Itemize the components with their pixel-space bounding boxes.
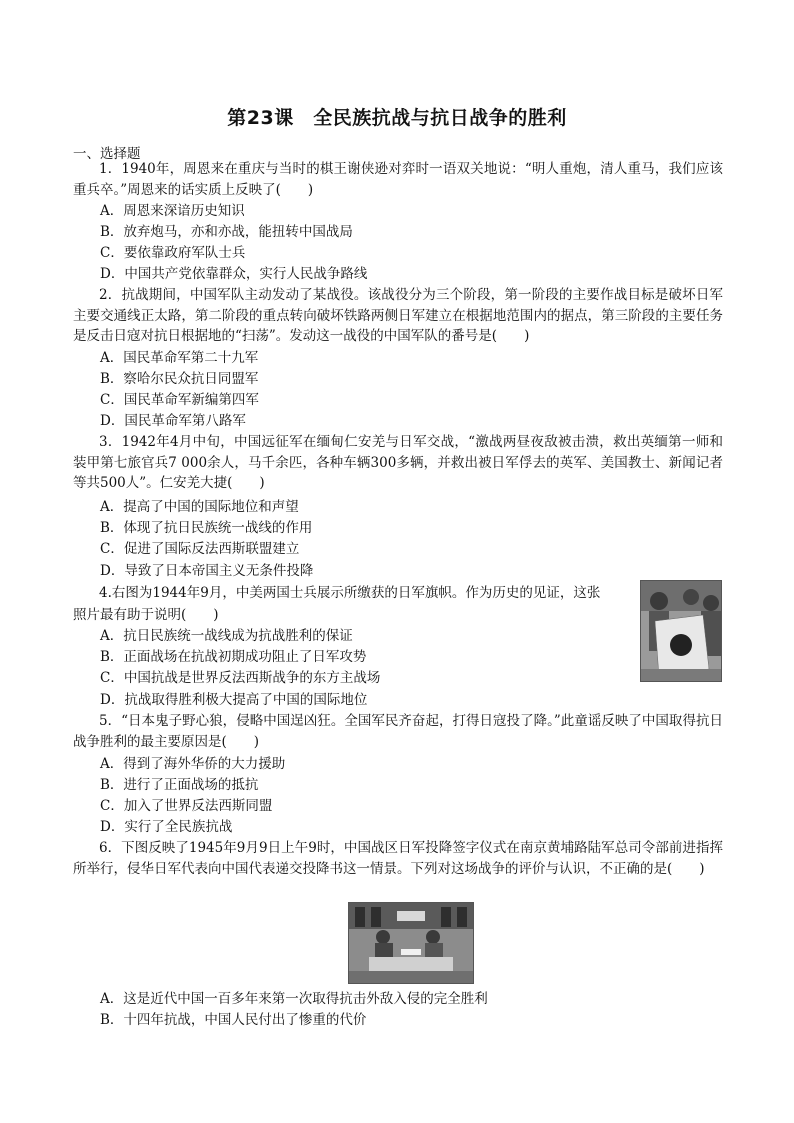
- question-3-option-b: B．体现了抗日民族统一战线的作用: [100, 520, 313, 536]
- question-3-stem: 3．1942年4月中旬，中国远征军在缅甸仁安羌与日军交战，“激战两昼夜敌被击溃，救出英缅第一师和装甲第七旅官兵7 000余人，马千余匹，各种车辆300多辆，并救出被日军俘去的英军、美国教士、新闻记者等共500人”。仁安羌大捷( ): [73, 434, 723, 492]
- question-4-stem-line1: 4.右图为1944年9月，中美两国士兵展示所缴获的日军旗帜。作为历史的见证，这张: [99, 585, 601, 601]
- question-4-stem-line2: 照片最有助于说明( ): [73, 607, 219, 623]
- question-1-option-a: A．周恩来深谙历史知识: [100, 203, 245, 219]
- question-5-option-a: A．得到了海外华侨的大力援助: [100, 756, 286, 772]
- question-2-stem: 2．抗战期间，中国军队主动发动了某战役。该战役分为三个阶段，第一阶段的主要作战目标是破坏日军主要交通线正太路，第二阶段的重点转向破坏铁路两侧日军建立在根据地范围内的据点，第三阶段的主要任务是反击日寇对抗日根据地的“扫荡”。发动这一战役的中国军队的番号是( ): [73, 287, 723, 345]
- soldiers-flag-photo: [640, 580, 722, 682]
- question-4-option-b: B．正面战场在抗战初期成功阻止了日军攻势: [100, 649, 367, 665]
- question-3-option-a: A．提高了中国的国际地位和声望: [100, 499, 299, 515]
- question-2-option-d: D．国民革命军第八路军: [100, 413, 246, 429]
- question-4-option-c: C．中国抗战是世界反法西斯战争的东方主战场: [100, 670, 381, 686]
- page-title: 第23课 全民族抗战与抗日战争的胜利: [227, 107, 567, 129]
- question-5-option-c: C．加入了世界反法西斯同盟: [100, 798, 273, 814]
- question-2-option-a: A．国民革命军第二十九军: [100, 350, 259, 366]
- question-1-option-b: B．放弃炮马，亦和亦战，能扭转中国战局: [100, 224, 353, 240]
- question-1-option-d: D．中国共产党依靠群众，实行人民战争路线: [100, 266, 368, 282]
- question-1-stem: 1．1940年，周恩来在重庆与当时的棋王谢侠逊对弈时一语双关地说：“明人重炮，清人重马，我们应该重兵卒。”周恩来的话实质上反映了( ): [73, 161, 723, 198]
- question-5-stem: 5．“日本鬼子野心狼，侵略中国逞凶狂。全国军民齐奋起，打得日寇投了降。”此童谣反映了中国取得抗日战争胜利的最主要原因是( ): [73, 713, 723, 750]
- question-3-option-c: C．促进了国际反法西斯联盟建立: [100, 541, 300, 557]
- question-5-option-d: D．实行了全民族抗战: [100, 819, 233, 835]
- question-6-option-b: B．十四年抗战，中国人民付出了惨重的代价: [100, 1012, 367, 1028]
- question-4-option-a: A．抗日民族统一战线成为抗战胜利的保证: [100, 628, 353, 644]
- question-2-option-b: B．察哈尔民众抗日同盟军: [100, 371, 259, 387]
- question-6-option-a: A．这是近代中国一百多年来第一次取得抗击外敌入侵的完全胜利: [100, 991, 488, 1007]
- section-heading: 一、选择题: [73, 146, 141, 162]
- question-1-option-c: C．要依靠政府军队士兵: [100, 245, 246, 261]
- question-6-stem: 6．下图反映了1945年9月9日上午9时，中国战区日军投降签字仪式在南京黄埔路陆军总司令部前进指挥所举行，侵华日军代表向中国代表递交投降书这一情景。下列对这场战争的评价与认识，不正确的是( ): [73, 840, 723, 877]
- question-4-option-d: D．抗战取得胜利极大提高了中国的国际地位: [100, 692, 368, 708]
- surrender-ceremony-photo: [348, 902, 474, 984]
- question-3-option-d: D．导致了日本帝国主义无条件投降: [100, 563, 314, 579]
- question-2-option-c: C．国民革命军新编第四军: [100, 392, 259, 408]
- question-5-option-b: B．进行了正面战场的抵抗: [100, 777, 259, 793]
